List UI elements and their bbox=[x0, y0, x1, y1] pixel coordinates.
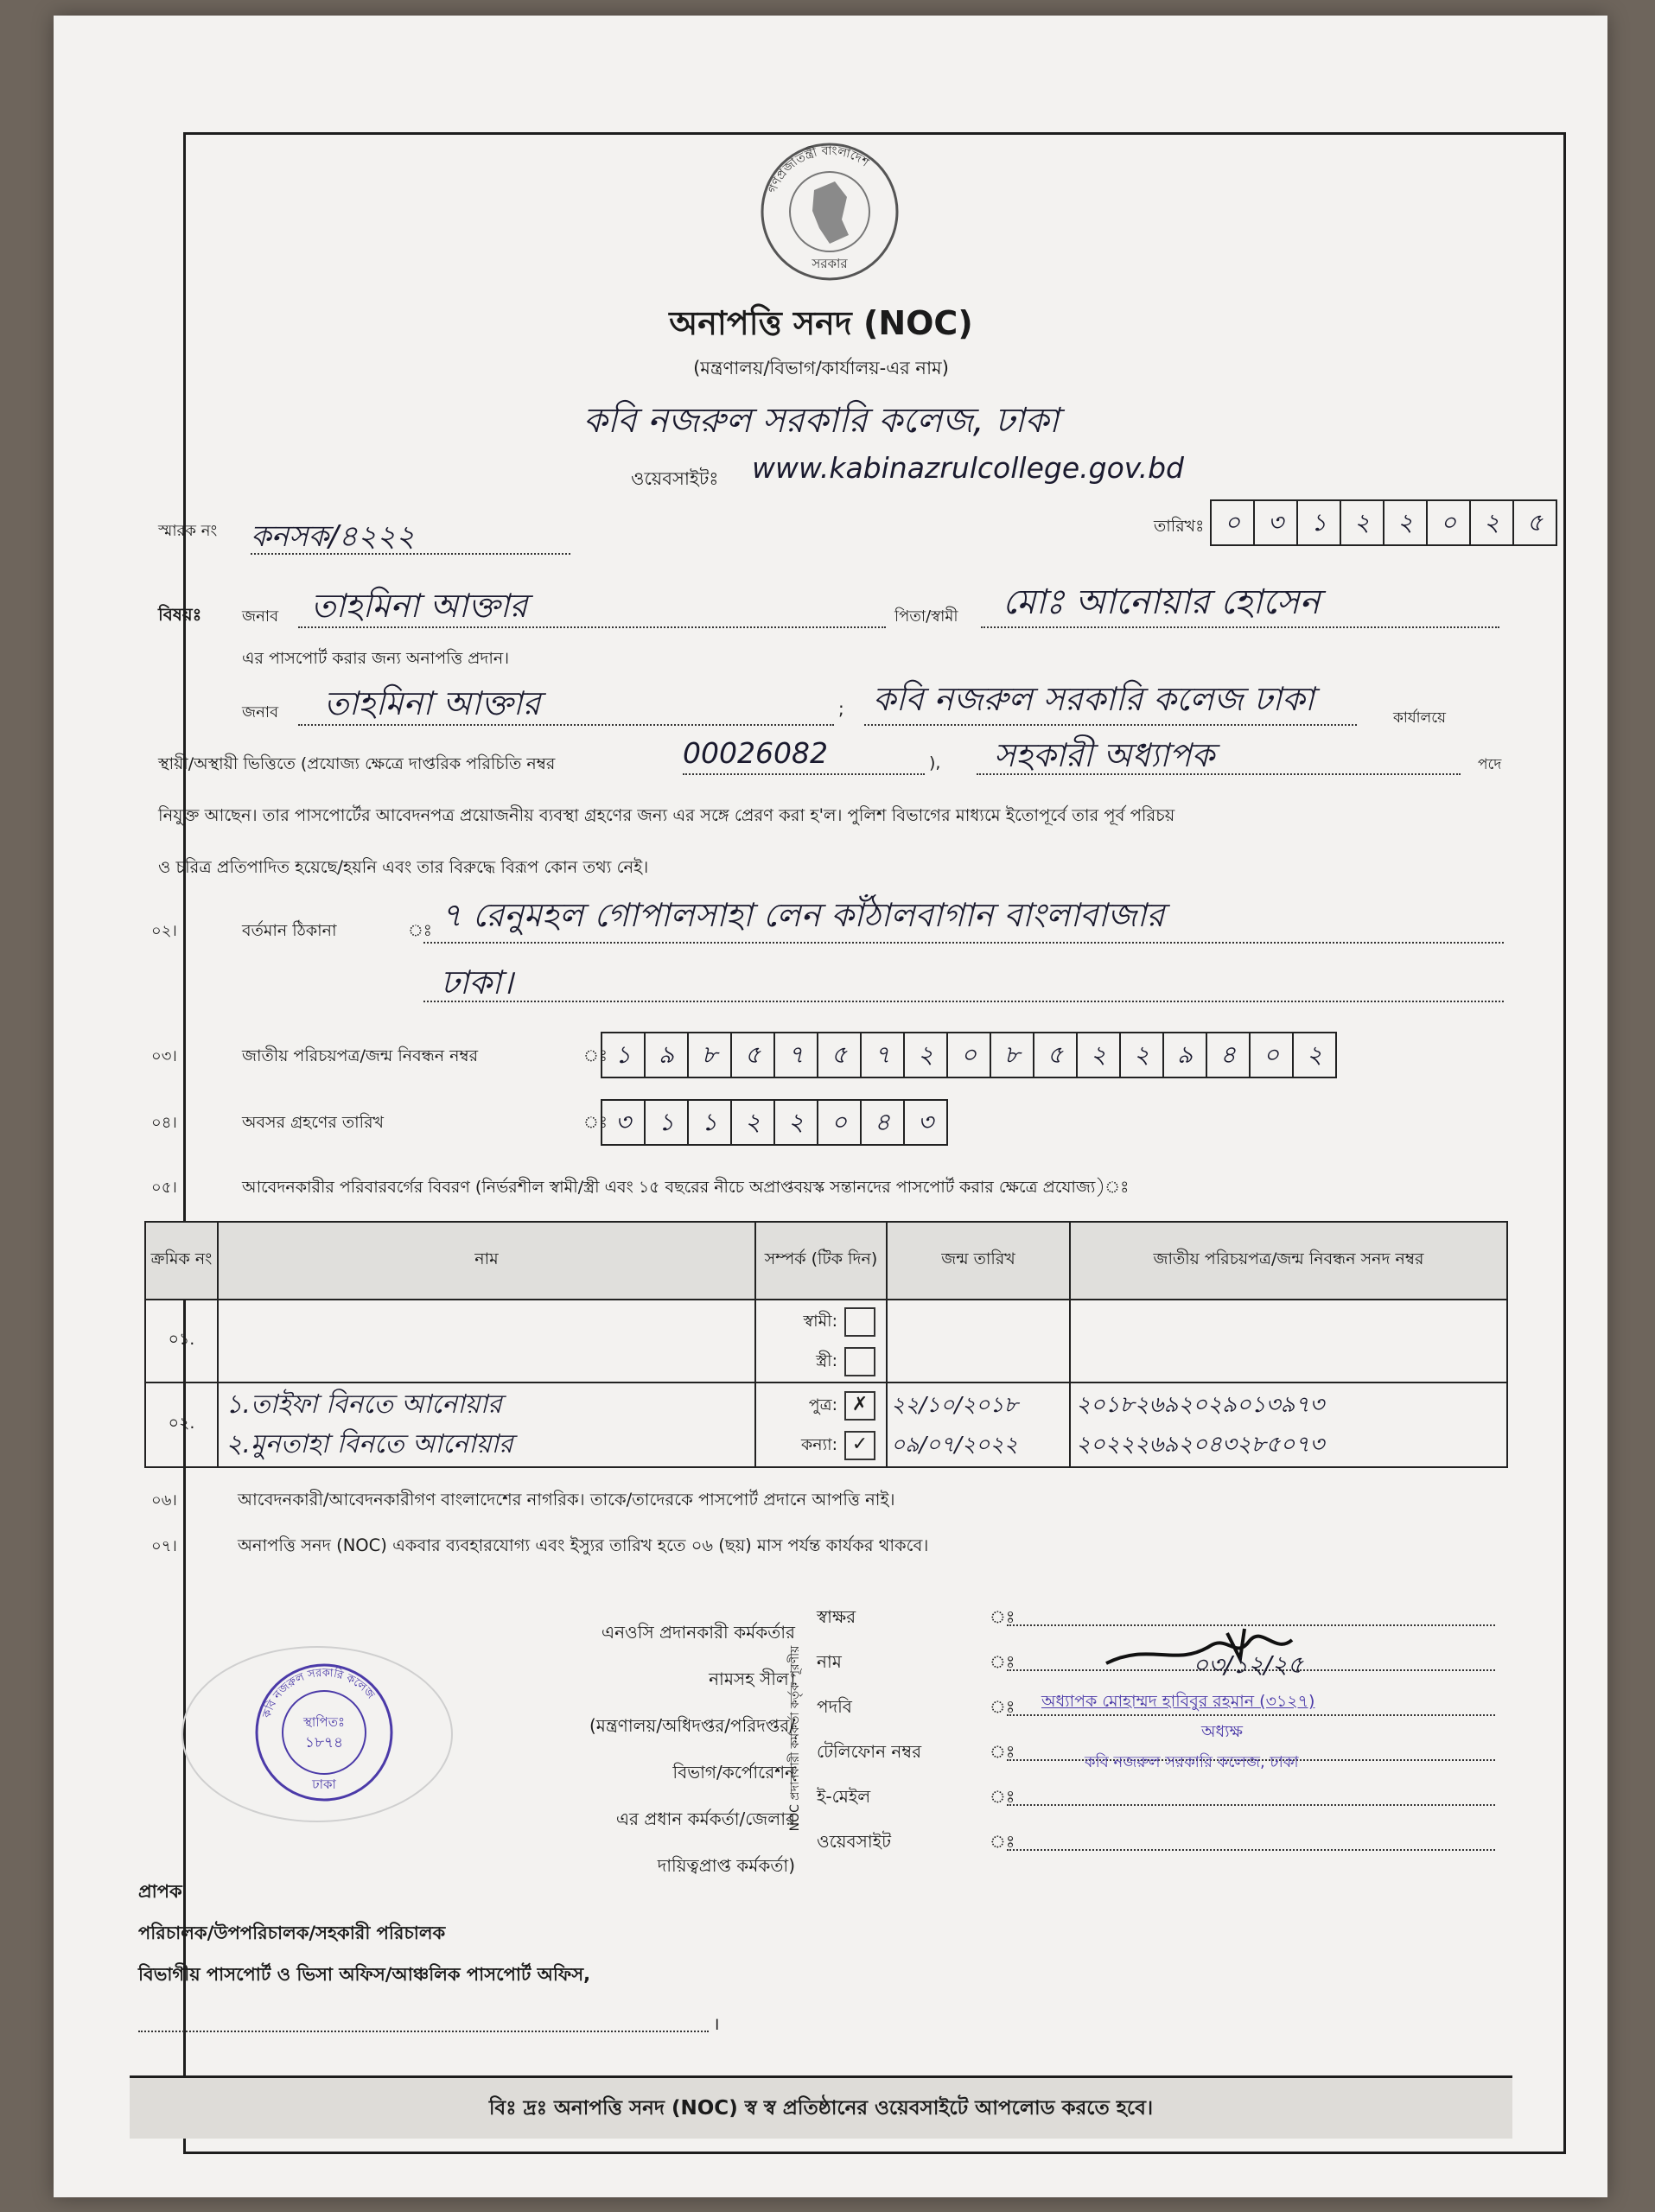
stamp-officer-title: অধ্যক্ষ bbox=[1201, 1722, 1244, 1741]
document-subtitle: (মন্ত্রণালয়/বিভাগ/কার্যালয়-এর নাম) bbox=[693, 358, 949, 378]
recipient-dotline bbox=[138, 2031, 709, 2032]
field-name-label: নাম bbox=[817, 1651, 842, 1672]
table-row bbox=[145, 1300, 1507, 1382]
stamp-office-name: কবি নজরুল সরকারি কলেজ, ঢাকা bbox=[1085, 1753, 1299, 1771]
wife-checkbox[interactable] bbox=[844, 1347, 875, 1376]
website-label: ওয়েবসাইটঃ bbox=[631, 468, 719, 489]
colon: ঃ bbox=[583, 1113, 608, 1132]
father-dotline bbox=[981, 626, 1499, 628]
nid-digit: ৯ bbox=[644, 1032, 689, 1078]
daughter-checkbox[interactable]: ✓ bbox=[844, 1431, 875, 1460]
retire-digit: ১ bbox=[644, 1099, 689, 1146]
office-name-handwritten: কবি নজরুল সরকারি কলেজ, ঢাকা bbox=[582, 401, 1060, 441]
nid-digit: ৭ bbox=[773, 1032, 818, 1078]
recipient-line1: পরিচালক/উপপরিচালক/সহকারী পরিচালক bbox=[138, 1923, 446, 1943]
address-line1: ৭ রেনুমহল গোপালসাহা লেন কাঁঠালবাগান বাংলাবাজার bbox=[441, 896, 1165, 934]
svg-text:ঢাকা: ঢাকা bbox=[312, 1777, 336, 1792]
vertical-label bbox=[782, 1599, 805, 1884]
address-dotline-2 bbox=[423, 1001, 1504, 1002]
nid-digit: ২ bbox=[1119, 1032, 1164, 1078]
row1-dob bbox=[887, 1300, 1070, 1382]
body-name: তাহমিনা আক্তার bbox=[324, 684, 541, 722]
nid-digit: ২ bbox=[903, 1032, 948, 1078]
item-03-number: ০৩। bbox=[151, 1047, 177, 1065]
sig-left-line6: দায়িত্বপ্রাপ্ত কর্মকর্তা) bbox=[657, 1855, 795, 1876]
body-para2: ও চরিত্র প্রতিপাদিত হয়েছে/হয়নি এবং তার বিরুদ্ধে বিরূপ কোন তথ্য নেই। bbox=[158, 857, 649, 877]
nid-digit: ৫ bbox=[817, 1032, 862, 1078]
email-dotline bbox=[1007, 1804, 1495, 1806]
date-boxes bbox=[1210, 499, 1556, 546]
nid-digit: ৮ bbox=[687, 1032, 732, 1078]
child-id-2: ২০২২২৬৯২০৪৩২৮৫০৭৩ bbox=[1076, 1432, 1325, 1458]
husband-checkbox[interactable] bbox=[844, 1307, 875, 1337]
retire-digit: ২ bbox=[773, 1099, 818, 1146]
date-digit: ২ bbox=[1340, 499, 1384, 546]
row2-id bbox=[1070, 1382, 1507, 1467]
rel-daughter-label: কন্যা: bbox=[800, 1435, 837, 1454]
rel-husband-label: স্বামী: bbox=[803, 1312, 837, 1331]
retire-digit: ২ bbox=[730, 1099, 775, 1146]
retire-boxes bbox=[601, 1099, 946, 1146]
college-seal-icon bbox=[251, 1659, 398, 1806]
sig-left-line3: (মন্ত্রণালয়/অধিদপ্তর/পরিদপ্তর/ bbox=[589, 1715, 795, 1736]
th-dob: জন্ম তারিখ bbox=[887, 1222, 1070, 1300]
recipient-label: প্রাপক bbox=[138, 1881, 182, 1902]
child-name-2: ২.মুনতাহা বিনতে আনোয়ার bbox=[226, 1429, 513, 1459]
recipient-dots-end: । bbox=[713, 2013, 720, 2034]
retire-label: অবসর গ্রহণের তারিখ bbox=[242, 1113, 385, 1132]
memo-label: স্মারক নং bbox=[158, 522, 218, 540]
row2-serial: ০২. bbox=[145, 1382, 218, 1467]
subject-label: বিষয়ঃ bbox=[158, 604, 202, 625]
government-emblem-icon bbox=[752, 138, 907, 285]
table-row bbox=[145, 1382, 1507, 1467]
footer-bar bbox=[130, 2078, 1512, 2139]
colon: ঃ bbox=[408, 921, 432, 940]
retire-digit: ১ bbox=[687, 1099, 732, 1146]
memo-value: কনসক/৪২২২ bbox=[251, 519, 416, 554]
citizen-text: আবেদনকারী/আবেদনকারীগণ বাংলাদেশের নাগরিক। তাকে/তাদেরকে পাসপোর্ট প্রদানে আপত্তি নাই। bbox=[238, 1490, 895, 1510]
nid-digit: ১ bbox=[601, 1032, 646, 1078]
stamp-officer-name: অধ্যাপক মোহাম্মদ হাবিবুর রহমান (৩১২৭) bbox=[1041, 1692, 1315, 1711]
body-office: কবি নজরুল সরকারি কলেজ ঢাকা bbox=[873, 680, 1314, 718]
child-dob-2: ০৯/০৭/২০২২ bbox=[891, 1432, 1018, 1457]
sig-left-line1: এনওসি প্রদানকারী কর্মকর্তার bbox=[601, 1622, 795, 1643]
website-dotline bbox=[1007, 1849, 1495, 1851]
row2-dob bbox=[887, 1382, 1070, 1467]
field-email-label: ই-মেইল bbox=[817, 1786, 871, 1807]
subject-name: তাহমিনা আক্তার bbox=[311, 587, 528, 625]
recipient-block bbox=[138, 1871, 590, 1995]
nid-digit: ২ bbox=[1292, 1032, 1337, 1078]
th-serial: ক্রমিক নং bbox=[145, 1222, 218, 1300]
date-digit: ০ bbox=[1426, 499, 1471, 546]
row2-names bbox=[218, 1382, 755, 1467]
svg-text:স্থাপিতঃ: স্থাপিতঃ bbox=[302, 1714, 346, 1730]
sig-left-line4: বিভাগ/কর্পোরেশন bbox=[672, 1762, 795, 1783]
body-para1: নিযুক্ত আছেন। তার পাসপোর্টের আবেদনপত্র প্রয়োজনীয় ব্যবস্থা গ্রহণের জন্য এর সঙ্গে প্রেরণ করা হ'ল। পুলিশ বিভাগের মাধ্যমে ইতোপূর্বে তার পূর্ব পরিচয় bbox=[158, 805, 1175, 825]
son-checkbox[interactable]: ✗ bbox=[844, 1391, 875, 1421]
date-digit: ৩ bbox=[1253, 499, 1298, 546]
body-name-dotline bbox=[298, 724, 834, 726]
footer-note: বিঃ দ্রঃ অনাপত্তি সনদ (NOC) স্ব স্ব প্রতিষ্ঠানের ওয়েবসাইটে আপলোড করতে হবে। bbox=[130, 2075, 1512, 2139]
father-label: পিতা/স্বামী bbox=[894, 607, 958, 626]
date-label: তারিখঃ bbox=[1154, 517, 1205, 536]
id-prefix: স্থায়ী/অস্থায়ী ভিত্তিতে (প্রযোজ্য ক্ষেত্রে দাপ্তরিক পরিচিতি নম্বর bbox=[158, 754, 556, 773]
field-sign-label: স্বাক্ষর bbox=[817, 1606, 856, 1627]
date-digit: ৫ bbox=[1512, 499, 1557, 546]
body-office-dotline bbox=[864, 724, 1357, 726]
id-close: ), bbox=[929, 753, 941, 772]
sig-left-line2: নামসহ সীল। bbox=[709, 1669, 795, 1689]
website-value: www.kabinazrulcollege.gov.bd bbox=[752, 451, 1184, 485]
designation-suffix: পদে bbox=[1478, 756, 1502, 773]
nid-digit: ০ bbox=[1249, 1032, 1294, 1078]
retire-digit: ৩ bbox=[601, 1099, 646, 1146]
th-name: নাম bbox=[218, 1222, 755, 1300]
retire-digit: ৩ bbox=[903, 1099, 948, 1146]
nid-digit: ৫ bbox=[1033, 1032, 1078, 1078]
father-name: মোঃ আনোয়ার হোসেন bbox=[1003, 582, 1321, 622]
date-digit: ২ bbox=[1383, 499, 1428, 546]
vertical-label-text: NOC প্রদানকারী কর্মকর্তা কর্তৃক পূরণীয় bbox=[788, 1645, 802, 1832]
signature-date: ০৩/১২/২৫ bbox=[1193, 1650, 1304, 1679]
th-relation: সম্পর্ক (টিক দিন) bbox=[755, 1222, 887, 1300]
id-value: 00026082 bbox=[683, 736, 828, 770]
nid-label: জাতীয় পরিচয়পত্র/জন্ম নিবন্ধন নম্বর bbox=[242, 1046, 479, 1065]
nid-boxes bbox=[601, 1032, 1335, 1078]
row2-relation bbox=[755, 1382, 887, 1467]
row1-name bbox=[218, 1300, 755, 1382]
nid-digit: ৪ bbox=[1206, 1032, 1251, 1078]
nid-digit: ৫ bbox=[730, 1032, 775, 1078]
date-digit: ১ bbox=[1296, 499, 1341, 546]
family-label: আবেদনকারীর পরিবারবর্গের বিবরণ (নির্ভরশীল স্বামী/স্ত্রী এবং ১৫ বছরের নীচে অপ্রাপ্তবয়স্ক সন্তানদের পাসপোর্ট করার ক্ষেত্রে প্রযোজ্য)ঃ bbox=[242, 1178, 1130, 1197]
signature-field-colons: ঃ ঃ ঃ ঃ ঃ ঃ bbox=[990, 1606, 1015, 1852]
family-table bbox=[144, 1221, 1508, 1468]
document-title: অনাপত্তি সনদ (NOC) bbox=[669, 304, 973, 342]
date-digit: ০ bbox=[1210, 499, 1255, 546]
field-phone-label: টেলিফোন নম্বর bbox=[817, 1741, 922, 1762]
field-designation-label: পদবি bbox=[817, 1696, 852, 1717]
subject-line2: এর পাসপোর্ট করার জন্য অনাপত্তি প্রদান। bbox=[242, 649, 510, 668]
nid-digit: ৭ bbox=[860, 1032, 905, 1078]
colon: ঃ bbox=[583, 1046, 608, 1065]
svg-text:গণপ্রজাতন্ত্রী বাংলাদেশ: গণপ্রজাতন্ত্রী বাংলাদেশ bbox=[765, 143, 872, 196]
comma-separator: ; bbox=[838, 698, 844, 719]
designation-dotline bbox=[977, 773, 1461, 775]
child-dob-1: ২২/১০/২০১৮ bbox=[891, 1392, 1018, 1417]
nid-digit: ২ bbox=[1076, 1032, 1121, 1078]
item-07-number: ০৭। bbox=[151, 1537, 177, 1555]
svg-text:কবি নজরুল সরকারি কলেজ: কবি নজরুল সরকারি কলেজ bbox=[260, 1666, 378, 1720]
item-04-number: ০৪। bbox=[151, 1114, 177, 1132]
address-line2: ঢাকা। bbox=[441, 963, 513, 1001]
validity-text: অনাপত্তি সনদ (NOC) একবার ব্যবহারযোগ্য এবং ইস্যুর তারিখ হতে ০৬ (ছয়) মাস পর্যন্ত কার্যকর থাকবে। bbox=[238, 1535, 929, 1555]
memo-dotline bbox=[251, 553, 570, 555]
retire-digit: ৪ bbox=[860, 1099, 905, 1146]
nid-digit: ৮ bbox=[990, 1032, 1034, 1078]
recipient-line2: বিভাগীয় পাসপোর্ট ও ভিসা অফিস/আঞ্চলিক পাসপোর্ট অফিস, bbox=[138, 1964, 591, 1985]
retire-digit: ০ bbox=[817, 1099, 862, 1146]
subject-name-dotline bbox=[298, 626, 886, 628]
child-name-1: ১.তাইফা বিনতে আনোয়ার bbox=[226, 1389, 502, 1420]
row1-serial: ০১. bbox=[145, 1300, 218, 1382]
id-dotline bbox=[683, 773, 925, 775]
body-mr-label: জনাব bbox=[242, 703, 279, 721]
subject-mr-label: জনাব bbox=[242, 607, 279, 626]
row1-relation bbox=[755, 1300, 887, 1382]
svg-text:সরকার: সরকার bbox=[812, 256, 848, 271]
rel-wife-label: স্ত্রী: bbox=[816, 1351, 837, 1370]
table-header-row bbox=[145, 1222, 1507, 1300]
address-dotline-1 bbox=[423, 942, 1504, 944]
item-06-number: ০৬। bbox=[151, 1491, 177, 1510]
item-02-number: ০২। bbox=[151, 922, 177, 940]
nid-digit: ০ bbox=[946, 1032, 991, 1078]
svg-text:১৮৭৪: ১৮৭৪ bbox=[304, 1734, 344, 1751]
row1-id bbox=[1070, 1300, 1507, 1382]
signature-field-labels bbox=[817, 1594, 921, 1864]
sig-left-line5: এর প্রধান কর্মকর্তা/জেলার bbox=[615, 1808, 795, 1829]
field-website-label: ওয়েবসাইট bbox=[817, 1831, 891, 1852]
body-office-suffix: কার্যালয়ে bbox=[1393, 709, 1447, 727]
child-id-1: ২০১৮২৬৯২০২৯০১৩৯৭৩ bbox=[1076, 1392, 1325, 1418]
item-05-number: ০৫। bbox=[151, 1179, 177, 1197]
nid-digit: ৯ bbox=[1162, 1032, 1207, 1078]
date-digit: ২ bbox=[1469, 499, 1514, 546]
rel-son-label: পুত্র: bbox=[808, 1395, 837, 1414]
designation: সহকারী অধ্যাপক bbox=[994, 736, 1215, 774]
th-id: জাতীয় পরিচয়পত্র/জন্ম নিবন্ধন সনদ নম্বর bbox=[1070, 1222, 1507, 1300]
address-label: বর্তমান ঠিকানা bbox=[242, 921, 337, 940]
